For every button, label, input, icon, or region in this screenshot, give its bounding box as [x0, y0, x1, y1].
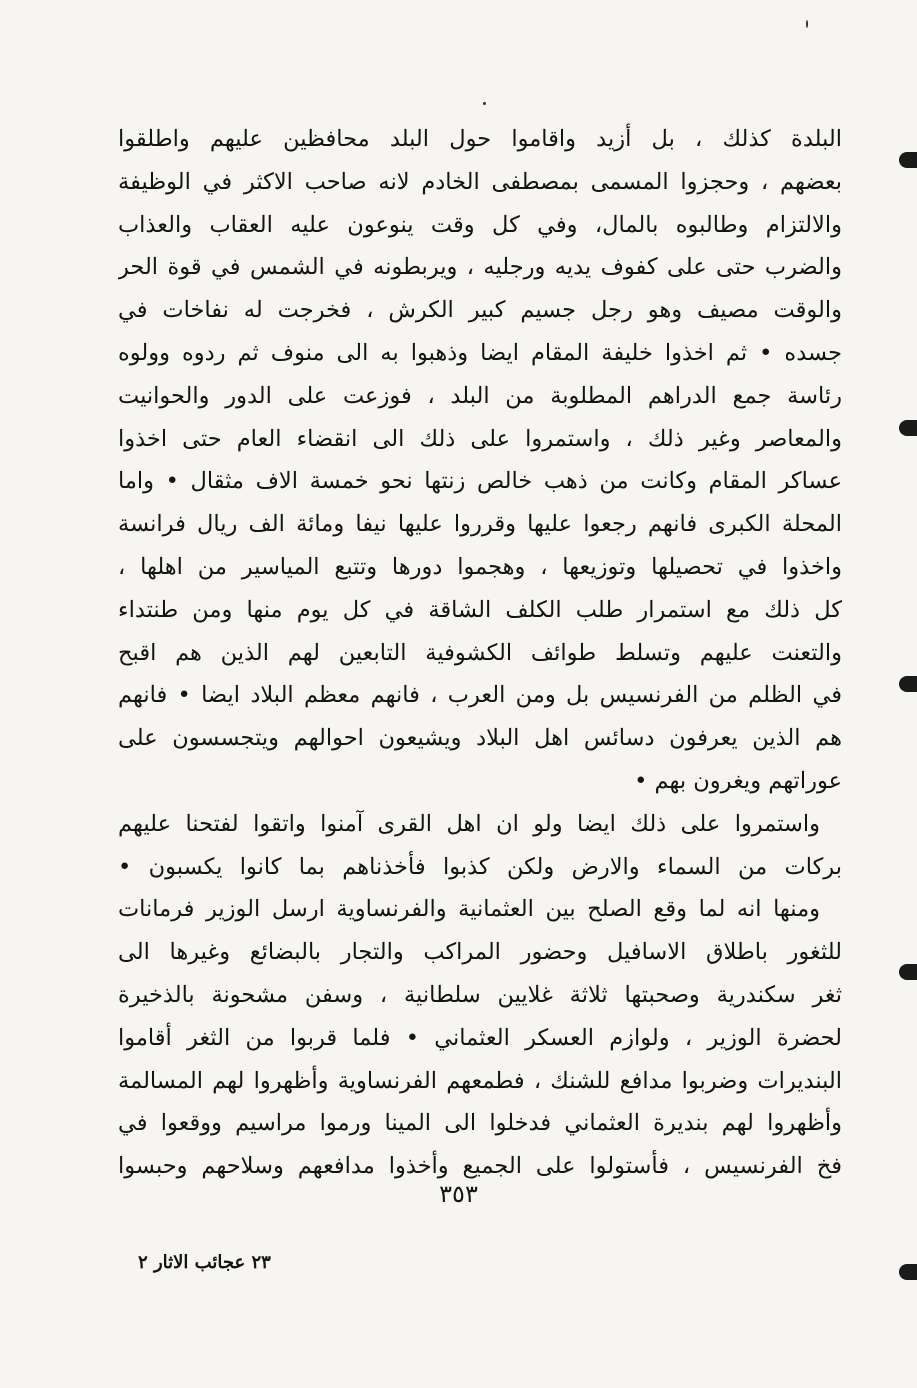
text-line: والوقت مصيف وهو رجل جسيم كبير الكرش ، فخرجت له نفاخات في — [118, 297, 842, 324]
text-line: والالتزام وطالبوه بالمال، وفي كل وقت ينوعون عليه العقاب والعذاب — [118, 211, 842, 238]
text-line: البلدة كذلك ، بل أزيد واقاموا حول البلد محافظين عليهم واطلقوا — [118, 126, 842, 152]
text-line: واخذوا في تحصيلها وتوزيعها ، وهجموا دورها وتتبع المياسير من اهلها ، — [118, 553, 842, 580]
binding-mark — [899, 152, 917, 168]
text-line: البنديرات وضربوا مدافع للشنك ، فطمعهم الفرنساوية وأظهروا لهم المسالمة — [118, 1067, 842, 1094]
ink-speck — [483, 102, 486, 105]
text-line: ومنها انه لما وقع الصلح بين العثمانية والفرنساوية ارسل الوزير فرمانات — [118, 896, 820, 923]
text-line: بركات من السماء والارض ولكن كذبوا فأخذناهم بما كانوا يكسبون • — [118, 853, 842, 880]
text-line: وأظهروا لهم بنديرة العثماني فدخلوا الى المينا ورموا مراسيم ووقعوا في — [118, 1110, 842, 1137]
text-line: والمعاصر وغير ذلك ، واستمروا على ذلك الى انقضاء العام حتى اخذوا — [118, 425, 842, 452]
text-line: كل ذلك مع استمرار طلب الكلف الشاقة في كل يوم منها ومن طنتداء — [118, 596, 842, 623]
text-line: هم الذين يعرفون دسائس اهل البلاد ويشيعون احوالهم ويتجسسون على — [118, 725, 842, 752]
text-line: جسده • ثم اخذوا خليفة المقام ايضا وذهبوا به الى منوف ثم ردوه وولوه — [118, 339, 842, 366]
text-line: فخ الفرنسيس ، فأستولوا على الجميع وأخذوا مدافعهم وسلاحهم وحبسوا — [118, 1153, 842, 1180]
text-line: رئاسة جمع الدراهم المطلوبة من البلد ، فوزعت على الدور والحوانيت — [118, 382, 842, 409]
text-line: ثغر سكندرية وصحبتها ثلاثة غلايين سلطانية ، وسفن مشحونة بالذخيرة — [118, 981, 842, 1008]
text-line: واستمروا على ذلك ايضا ولو ان اهل القرى آمنوا واتقوا لفتحنا عليهم — [118, 810, 820, 837]
text-line: للثغور باطلاق الاسافيل وحضور المراكب والتجار بالبضائع وغيرها الى — [118, 939, 842, 966]
binding-mark — [899, 964, 917, 980]
text-line: عساكر المقام وكانت من ذهب خالص زنتها نحو خمسة الاف مثقال • واما — [118, 468, 842, 495]
page-number: ٣٥٣ — [439, 1180, 478, 1208]
text-line: عوراتهم ويغرون بهم • — [634, 767, 842, 794]
body-text — [118, 118, 842, 1188]
binding-mark — [899, 420, 917, 436]
text-line: بعضهم ، وحجزوا المسمى بمصطفى الخادم لانه صاحب الاكثر في الوظيفة — [118, 168, 842, 195]
text-line: المحلة الكبرى فانهم رجعوا عليها وقرروا عليها نيفا ومائة الف ريال فرانسة — [118, 511, 842, 538]
text-line: والضرب حتى على كفوف يديه ورجليه ، ويربطونه في الشمس في قوة الحر — [118, 254, 842, 281]
text-line: والتعنت عليهم وتسلط طوائف الكشوفية التابعين لهم الذين هم اقبح — [118, 639, 842, 666]
binding-mark — [899, 676, 917, 692]
text-line: لحضرة الوزير ، ولوازم العسكر العثماني • فلما قربوا من الثغر أقاموا — [118, 1024, 842, 1051]
ink-speck — [806, 20, 808, 28]
binding-mark — [899, 1264, 917, 1280]
text-line: في الظلم من الفرنسيس بل ومن العرب ، فانهم معظم البلاد ايضا • فانهم — [118, 682, 842, 709]
footer-signature: ٢٣ عجائب الاثار ٢ — [138, 1252, 271, 1273]
